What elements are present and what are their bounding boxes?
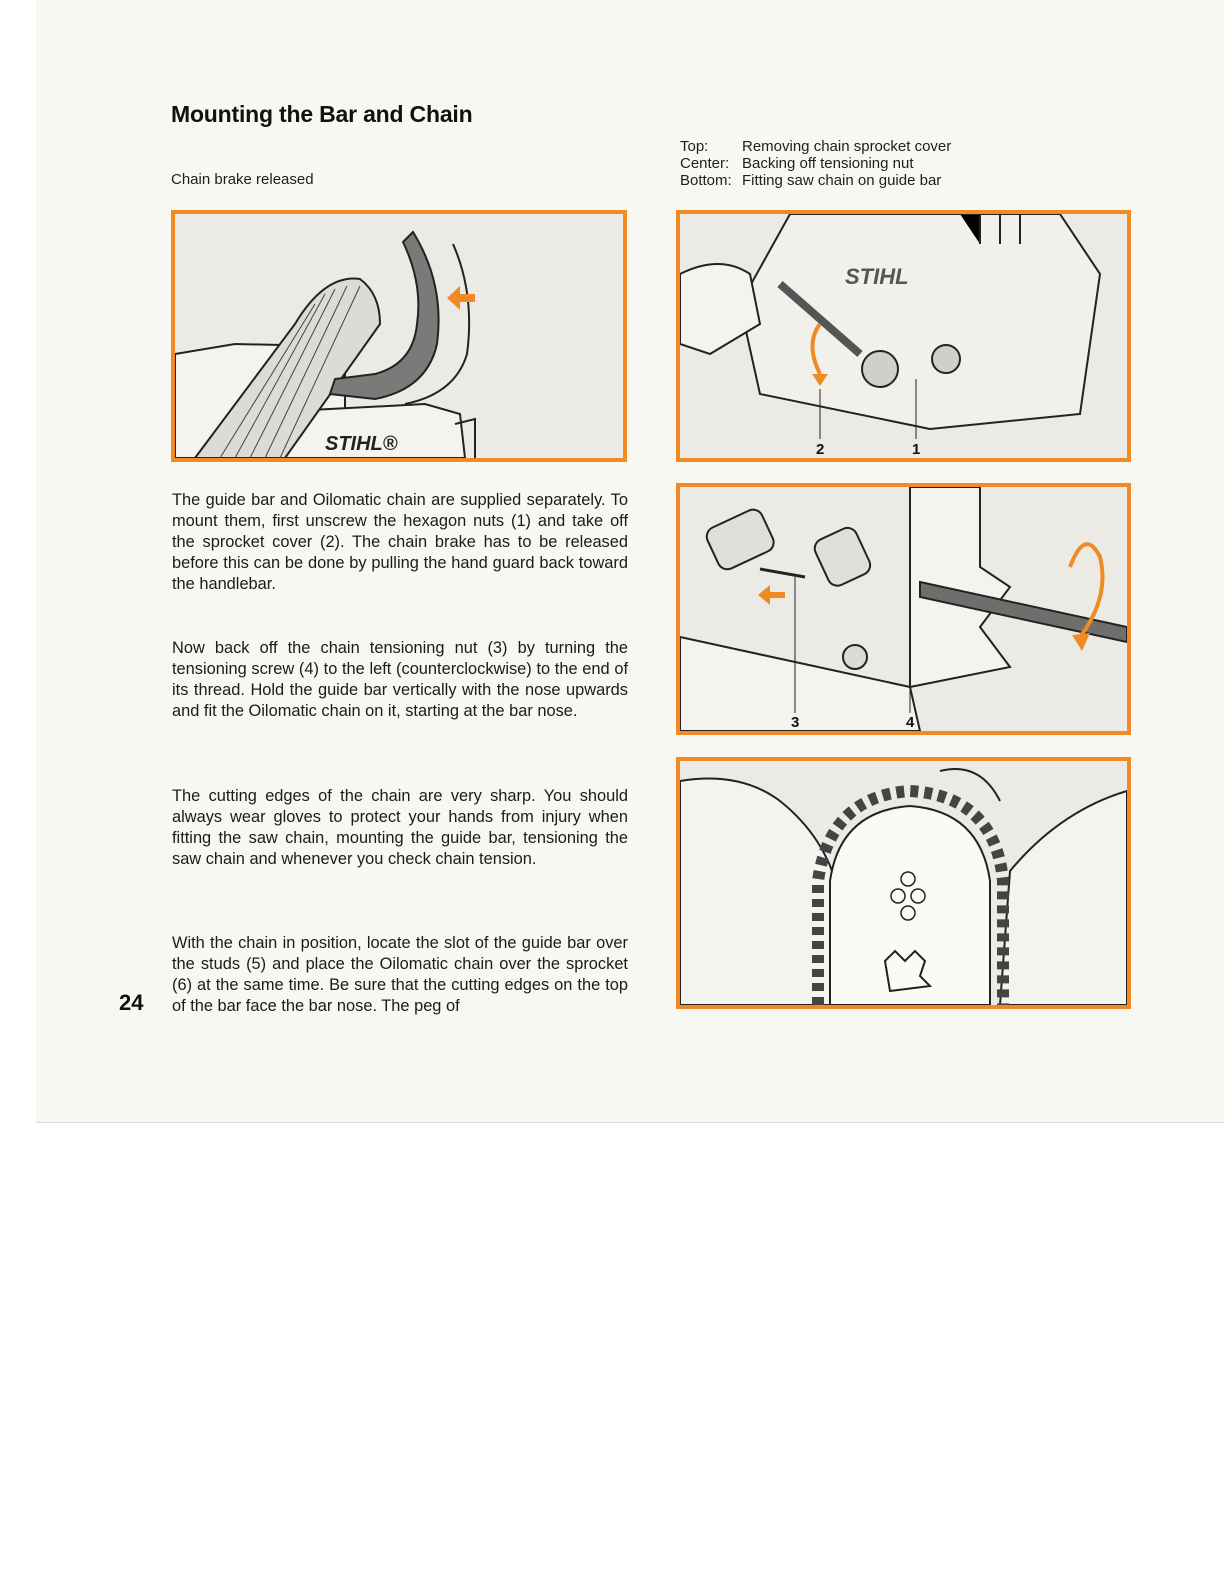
caption-bottom (680, 172, 951, 189)
figure-removing-sprocket-cover (676, 210, 1131, 462)
paragraph-4: With the chain in position, locate the slot of the guide bar over the studs (5) and place the Oilomatic chain over the sprocket (6) at the same time. Be sure that the cutting edges on the top of the bar face the bar nose. The peg of (172, 934, 628, 1015)
figure-fitting-saw-chain (676, 757, 1131, 1009)
caption-text: Removing chain sprocket cover (742, 138, 952, 155)
paragraph-1: The guide bar and Oilomatic chain are supplied separately. To mount them, first unscrew the hexagon nuts (1) and take off the sprocket cover (2). The chain brake has to be released before this can be done by pulling the hand guard back toward the handlebar. (172, 491, 628, 593)
caption-text: Fitting saw chain on guide bar (742, 172, 942, 189)
callout-3: 3 (791, 714, 800, 731)
callout-4: 4 (906, 714, 915, 731)
chain-brake-illustration (175, 214, 623, 458)
saw-chain-illustration (680, 761, 1127, 1005)
caption-label: Top: (680, 138, 709, 155)
stihl-brand-mark: STIHL® (325, 433, 398, 455)
caption-center (680, 155, 951, 172)
tensioning-nut-illustration (680, 487, 1127, 731)
caption-label: Center: (680, 155, 730, 172)
page-title: Mounting the Bar and Chain (171, 101, 473, 127)
paragraph-2: Now back off the chain tensioning nut (3) by turning the tensioning screw (4) to the left (counterclockwise) to the end of its thread. Hold the guide bar vertically with the nose upwards and fit the Oilomatic chain on it, starting at the bar nose. (172, 639, 628, 720)
paragraph-3: The cutting edges of the chain are very sharp. You should always wear gloves to protect your hands from injury when fitting the saw chain, mounting the guide bar, tensioning the saw chain and whenever you check chain tension. (172, 787, 628, 868)
sprocket-cover-illustration (680, 214, 1127, 458)
caption-label: Bottom: (680, 172, 732, 189)
callout-1: 1 (912, 441, 921, 458)
right-figure-captions (680, 138, 951, 189)
left-figure-caption: Chain brake released (171, 171, 314, 188)
stihl-brand-mark: STIHL (845, 264, 909, 289)
caption-text: Backing off tensioning nut (742, 155, 914, 172)
figure-chain-brake (171, 210, 627, 462)
callout-2: 2 (816, 441, 825, 458)
figure-backing-off-tensioning-nut (676, 483, 1131, 735)
caption-top (680, 138, 951, 155)
page-number: 24 (119, 990, 144, 1015)
